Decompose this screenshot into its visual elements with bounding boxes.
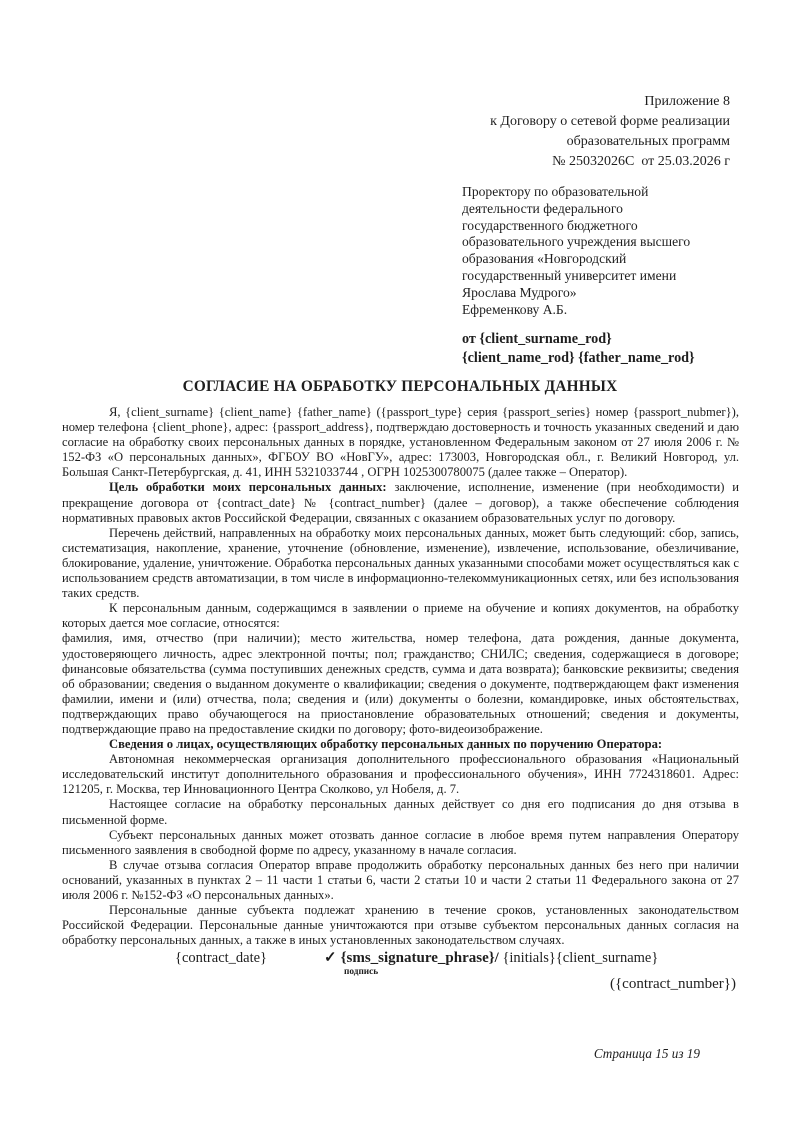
paragraph-validity: Настоящее согласие на обработку персональных данных действует со дня его подписания до дня отзыва в письменной форме.	[62, 797, 739, 827]
paragraph-processor-details: Автономная некоммерческая организация дополнительного профессионального образования «Национальный исследовательский институт дополнительного образования и профессионального обучения», ИНН 7724318601. Адрес: 121205, г. Москва, тер Инновационного Центра Сколково, ул Нобеля, д. 7.	[62, 752, 739, 797]
paragraph-withdrawal-exception: В случае отзыва согласия Оператор вправе продолжить обработку персональных данных без него при наличии оснований, указанных в пунктах 2 – 11 части 1 статьи 6, части 2 статьи 10 и части 2 статьи 11 Федерального закона от 27 июля 2006 г. №152-ФЗ «О персональных данных».	[62, 857, 739, 902]
paragraph-purpose-rest: заключение, исполнение, изменение (при необходимости) и прекращение договора от {contract_date} № {contract_number} (далее – договор), а также обеспечение соблюдения нормативных правовых актов Российской Федерации, связанных с оказанием образовательных услуг по договору.	[62, 480, 739, 525]
addressee-line: государственный университет имени	[462, 267, 677, 283]
paragraph-data-intro: К персональным данным, содержащимся в заявлении о приеме на обучение и копиях документов, на обработку которых дается мое согласие, относятся:	[62, 601, 739, 631]
from-block	[462, 330, 762, 368]
paragraph-purpose	[62, 480, 739, 525]
appendix-header-line: Приложение 8	[644, 94, 730, 109]
consent-body	[62, 405, 739, 948]
paragraph-purpose-lead: Цель обработки моих персональных данных:	[109, 480, 387, 495]
signature-caption: подпись	[344, 967, 379, 977]
appendix-header-line: образовательных программ	[566, 134, 730, 149]
contract-date-field: {contract_date}	[175, 950, 268, 966]
checkmark-icon: ✓	[324, 950, 337, 966]
addressee-line: Проректору по образовательной	[462, 184, 649, 199]
paragraph-identity: Я, {client_surname} {client_name} {father_name} ({passport_type} серия {passport_series} номер {passport_nubmer}), номер телефона {client_phone}, адрес: {passport_address}, подтверждаю достоверность и точность указанных сведений и даю согласие на обработку своих персональных данных в порядке, установленном Федеральным законом от 27 июля 2006 г. № 152-ФЗ «О персональных данных», ФГБОУ ВО «НовГУ», адрес: 173003, Новгородская обл., г. Великий Новгород, ул. Большая Санкт-Петербургская, д. 41, ИНН 5321033744 , ОГРН 1025300780075 (далее также – Оператор).	[62, 405, 739, 480]
from-line: от {client_surname_rod}	[462, 331, 612, 347]
signatory-initials: {initials}{client_surname}	[498, 950, 659, 966]
paragraph-actions: Перечень действий, направленных на обработку моих персональных данных, может быть следующий: сбор, запись, систематизация, накопление, хранение, уточнение (обновление, изменение), извлечение, использование, обезличивание, блокирование, удаление, уничтожение. Обработка персональных данных указанными способами может осуществляться как с использованием средств автоматизации, в том числе в информационно-телекоммуникационных сетях, или без использования таких средств.	[62, 525, 739, 601]
paragraph-processors-heading: Сведения о лицах, осуществляющих обработку персональных данных по поручению Оператора:	[109, 737, 663, 752]
appendix-header-line: к Договору о сетевой форме реализации	[490, 114, 730, 129]
paragraph-storage: Персональные данные субъекта подлежат хранению в течение сроков, установленных законодательством Российской Федерации. Персональные данные уничтожаются при отзыве субъектом персональных данных согласия на обработку персональных данных, а также в иных установленных законодательством случаях.	[62, 903, 739, 948]
contract-number-field: ({contract_number})	[609, 976, 736, 992]
addressee-line: образовательного учреждения высшего	[462, 234, 691, 250]
addressee-block	[462, 184, 762, 318]
addressee-line: образования «Новгородский	[462, 251, 627, 267]
addressee-line: деятельности федерального	[462, 200, 623, 216]
appendix-header-line: № 25032026С от 25.03.2026 г	[552, 154, 730, 169]
page-number: Страница 15 из 19	[593, 1046, 700, 1061]
appendix-header	[490, 92, 730, 172]
addressee-line: Ярослава Мудрого»	[462, 284, 577, 300]
signature-line	[324, 948, 658, 967]
sms-signature-phrase: {sms_signature_phrase}/	[340, 950, 499, 966]
addressee-line: Ефременкову А.Б.	[462, 301, 568, 317]
paragraph-withdrawal: Субъект персональных данных может отозвать данное согласие в любое время путем направления Оператору письменного заявления в свободной форме по адресу, указанному в начале согласия.	[62, 827, 739, 857]
addressee-line: государственного бюджетного	[462, 217, 638, 233]
paragraph-data-list: фамилия, имя, отчество (при наличии); место жительства, номер телефона, дата рождения, данные документа, удостоверяющего личность, адрес электронной почты; пол; гражданство; СНИЛС; сведения, содержащиеся в договоре; финансовые обязательства (сумма поступивших денежных средств, сумма и дата возврата); банковские реквизиты; сведения об образовании; сведения о выданном документе о квалификации; сведения о документе, подтверждающем факт изменения фамилии, имени и (или) отчества, пола; сведения и (или) документы о болезни, командировке, иных обстоятельствах, подтверждающих право обучающегося на приостановление образовательных отношений; сведения и документы, подтверждающие право на предоставление скидки по договору; фото-видеоизображение.	[62, 631, 739, 736]
from-line: {client_name_rod} {father_name_rod}	[462, 350, 695, 366]
page-title: СОГЛАСИЕ НА ОБРАБОТКУ ПЕРСОНАЛЬНЫХ ДАННЫХ	[182, 378, 618, 395]
